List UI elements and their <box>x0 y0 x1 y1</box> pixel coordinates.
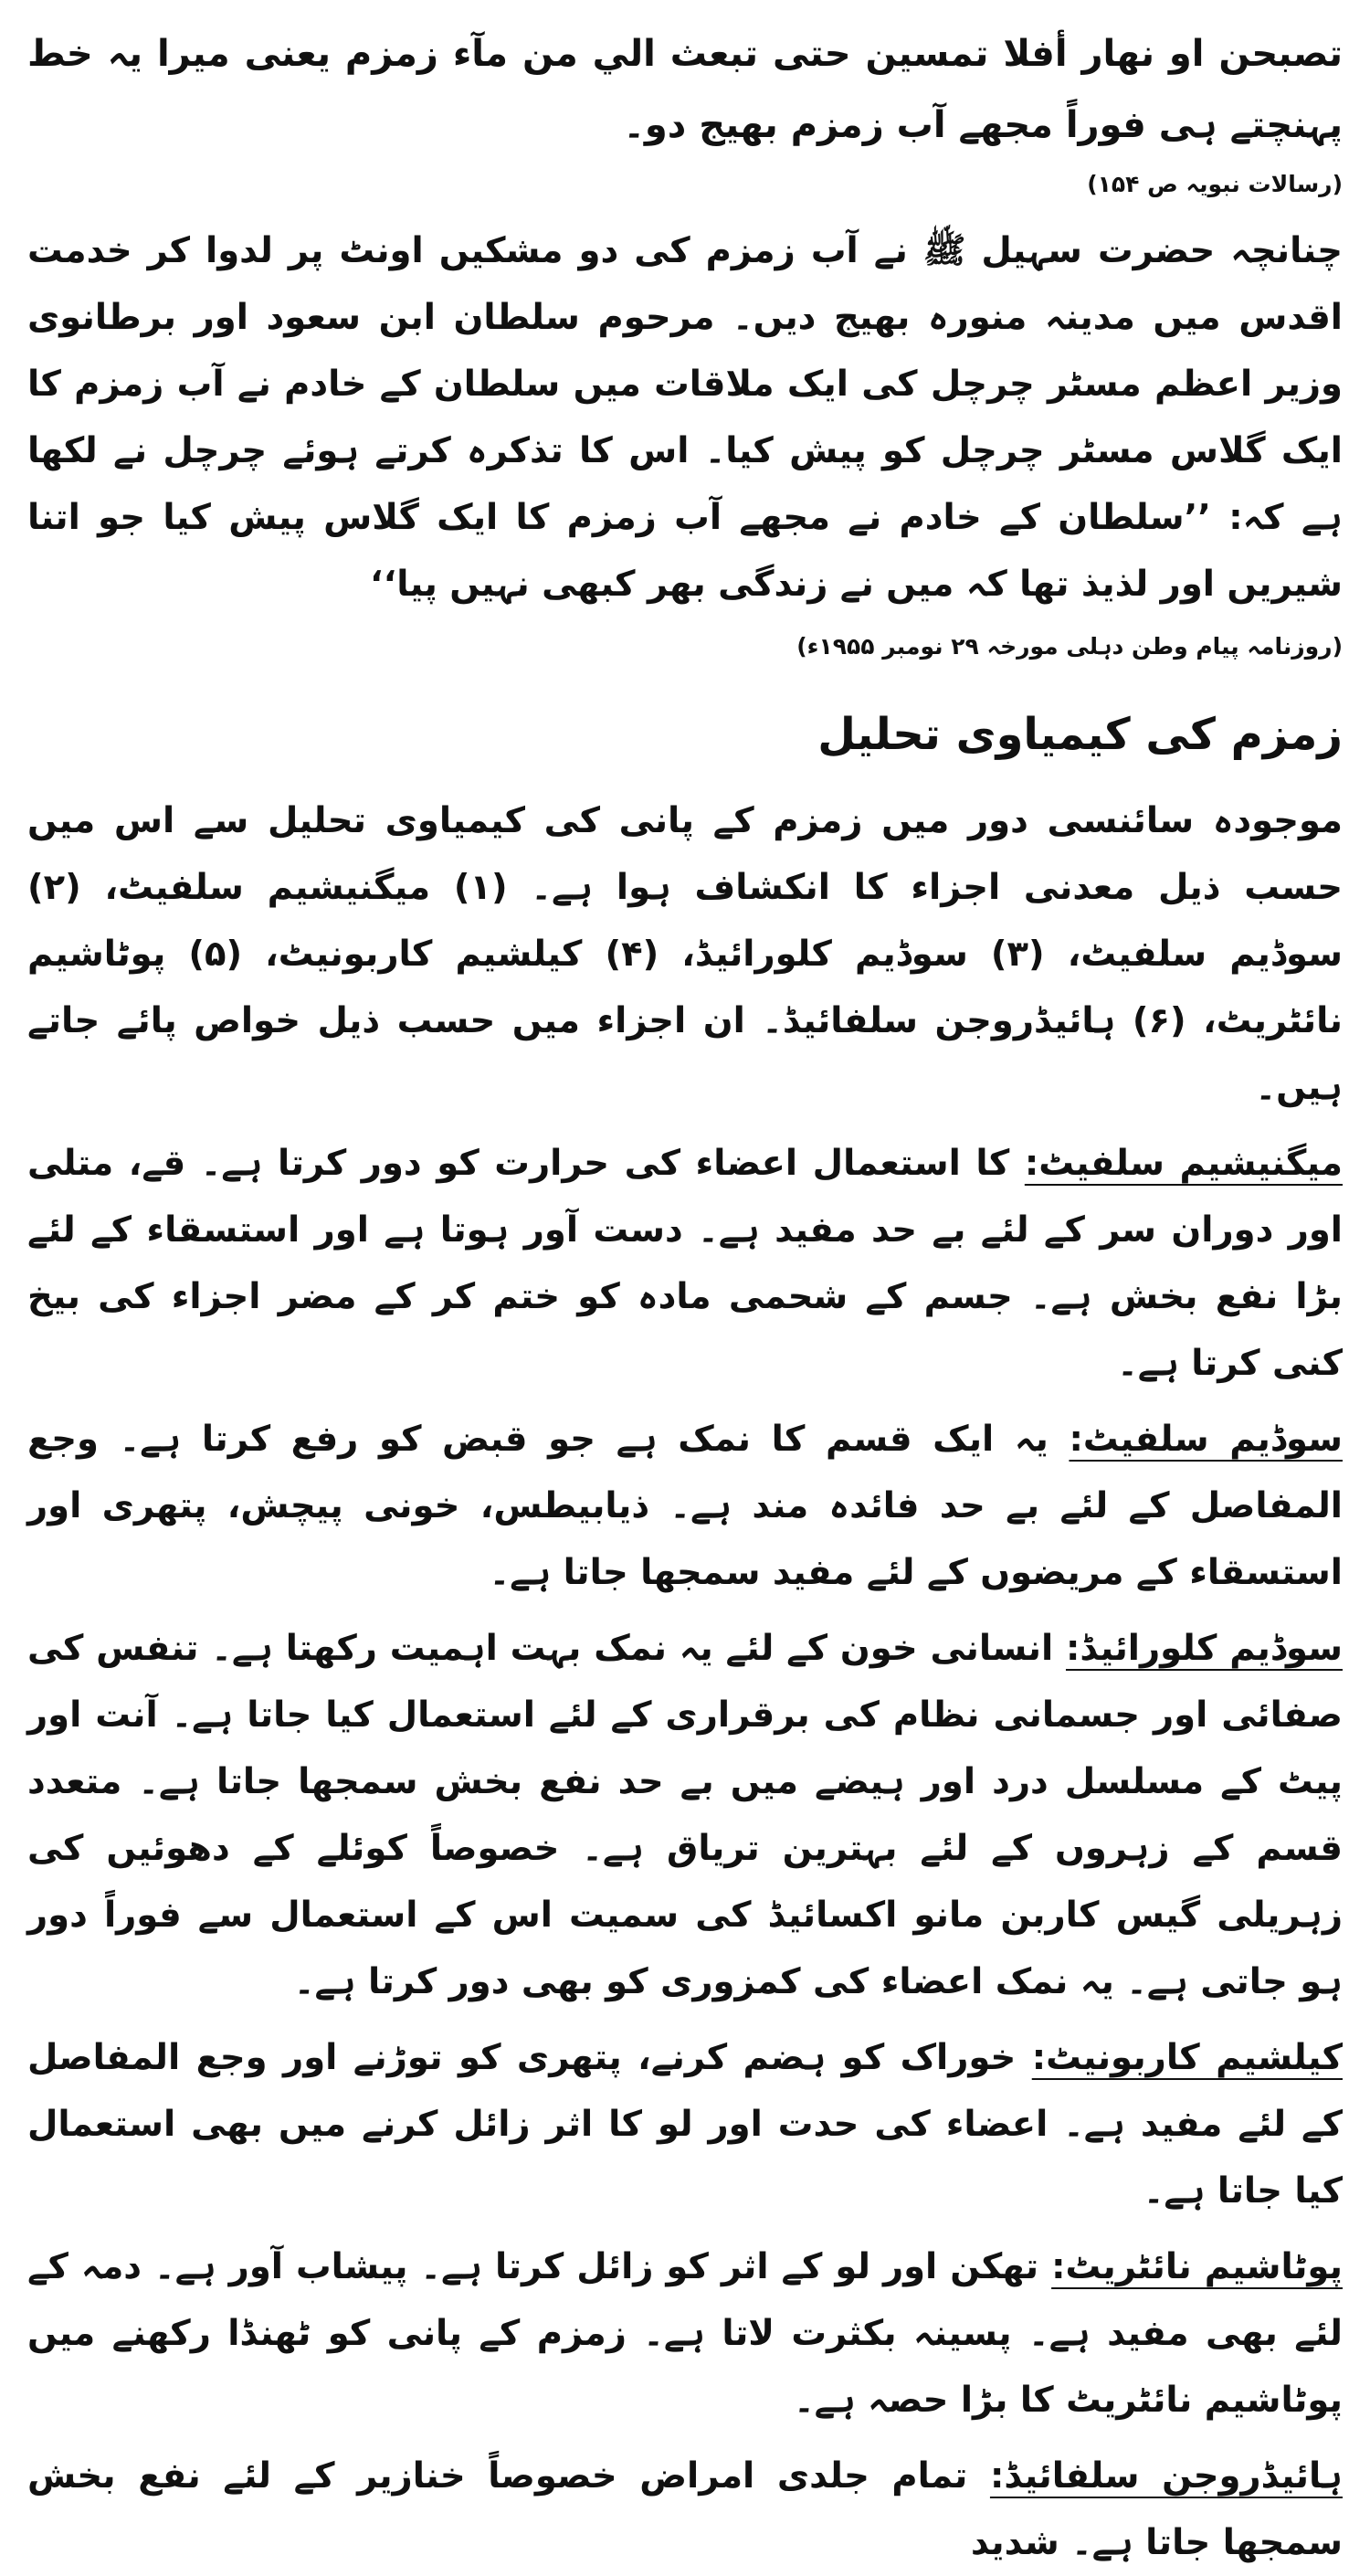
component-term: سوڈیم کلورائیڈ: <box>1065 1628 1343 1669</box>
component-paragraph-magnesium-sulfate <box>27 1130 1343 1397</box>
document-page <box>27 18 1344 2563</box>
component-paragraph-sodium-chloride <box>27 1615 1343 2015</box>
component-description: یہ ایک قسم کا نمک ہے جو قبض کو رفع کرتا ہے۔ وجع المفاصل کے لئے بے حد فائدہ مند ہے۔ ذیابیطس، خونی پیچش، پتھری اور استسقاء کے مریضوں کے لئے مفید سمجھا جاتا ہے۔ <box>27 1419 1343 1593</box>
component-description: تھکن اور لو کے اثر کو زائل کرتا ہے۔ پیشاب آور ہے۔ دمہ کے لئے بھی مفید ہے۔ پسینہ بکثرت لاتا ہے۔ زمزم کے پانی کو ٹھنڈا رکھنے میں پوٹاشیم نائٹریٹ کا بڑا حصہ ہے۔ <box>27 2246 1343 2421</box>
section-heading: زمزم کی کیمیاوی تحلیل <box>817 709 1343 760</box>
component-paragraph-hydrogen-sulfide <box>27 2443 1343 2576</box>
arabic-quote-line: تصبحن او نهار أفلا تمسين حتى تبعث الي من مآء زمزم یعنی میرا یہ خط پہنچتے ہی فوراً مجھے آب زمزم بھیج دو۔ <box>27 33 1343 146</box>
component-term: ہائیڈروجن سلفائیڈ: <box>989 2455 1343 2497</box>
churchill-paragraph: چنانچہ حضرت سہیل ﷺ نے آب زمزم کی دو مشکیں اونٹ پر لدوا کر خدمت اقدس میں مدینہ منورہ بھیج دیں۔ مرحوم سلطان ابن سعود اور برطانوی وزیر اعظم مسٹر چرچل کی ایک ملاقات میں سلطان کے خادم نے آب زمزم کا ایک گلاس مسٹر چرچل کو پیش کیا۔ اس کا تذکرہ کرتے ہوئے چرچل نے لکھا ہے کہ: ’’سلطان کے خادم نے مجھے آب زمزم کا ایک گلاس پیش کیا جو اتنا شیریں اور لذیذ تھا کہ میں نے زندگی بھر کبھی نہیں پیا‘‘ <box>27 230 1343 605</box>
analysis-intro-paragraph: موجودہ سائنسی دور میں زمزم کے پانی کی کیمیاوی تحلیل سے اس میں حسب ذیل معدنی اجزاء کا انکشاف ہوا ہے۔ (۱) میگنیشیم سلفیٹ، (۲) سوڈیم سلفیٹ، (۳) سوڈیم کلورائیڈ، (۴) کیلشیم کاربونیٹ، (۵) پوٹاشیم نائٹریٹ، (۶) ہائیڈروجن سلفائیڈ۔ ان اجزاء میں حسب ذیل خواص پائے جاتے ہیں۔ <box>27 800 1343 1108</box>
newspaper-reference: (روزنامہ پیام وطن دہلی مورخہ ۲۹ نومبر ۱۹۵۵ء) <box>796 633 1343 660</box>
component-description: کا استعمال اعضاء کی حرارت کو دور کرتا ہے۔ قے، متلی اور دوران سر کے لئے بے حد مفید ہے۔ دست آور ہوتا ہے اور استسقاء کے لئے بڑا نفع بخش ہے۔ جسم کے شحمی مادہ کو ختم کر کے مضر اجزاء کی بیخ کنی کرتا ہے۔ <box>27 1143 1343 1384</box>
component-paragraph-potassium-nitrate <box>27 2233 1343 2433</box>
component-paragraph-sodium-sulfate <box>27 1406 1343 1606</box>
component-description: خوراک کو ہضم کرنے، پتھری کو توڑنے اور وجع المفاصل کے لئے مفید ہے۔ اعضاء کی حدت اور لو کا اثر زائل کرنے میں بھی استعمال کیا جاتا ہے۔ <box>27 2037 1343 2212</box>
component-description: تمام جلدی امراض خصوصاً خنازیر کے لئے نفع بخش سمجھا جاتا ہے۔ شدید <box>27 2455 1343 2563</box>
component-term: میگنیشیم سلفیٹ: <box>1024 1143 1344 1184</box>
component-description: انسانی خون کے لئے یہ نمک بہت اہمیت رکھتا ہے۔ تنفس کی صفائی اور جسمانی نظام کی برقراری کے لئے استعمال کیا جاتا ہے۔ آنت اور پیٹ کے مسلسل درد اور ہیضے میں بے حد نفع بخش سمجھا جاتا ہے۔ متعدد قسم کے زہروں کے لئے بہترین تریاق ہے۔ خصوصاً کوئلے کے دھوئیں کی زہریلی گیس کاربن مانو اکسائیڈ کی سمیت اس کے استعمال سے فوراً دور ہو جاتی ہے۔ یہ نمک اعضاء کی کمزوری کو بھی دور کرتا ہے۔ <box>27 1628 1343 2002</box>
risalat-reference: (رسالات نبویہ ص ۱۵۴) <box>1087 171 1343 197</box>
component-paragraph-calcium-carbonate <box>27 2024 1343 2224</box>
component-term: پوٹاشیم نائٹریٹ: <box>1051 2246 1343 2287</box>
component-term: کیلشیم کاربونیٹ: <box>1031 2037 1343 2078</box>
component-term: سوڈیم سلفیٹ: <box>1069 1419 1343 1460</box>
